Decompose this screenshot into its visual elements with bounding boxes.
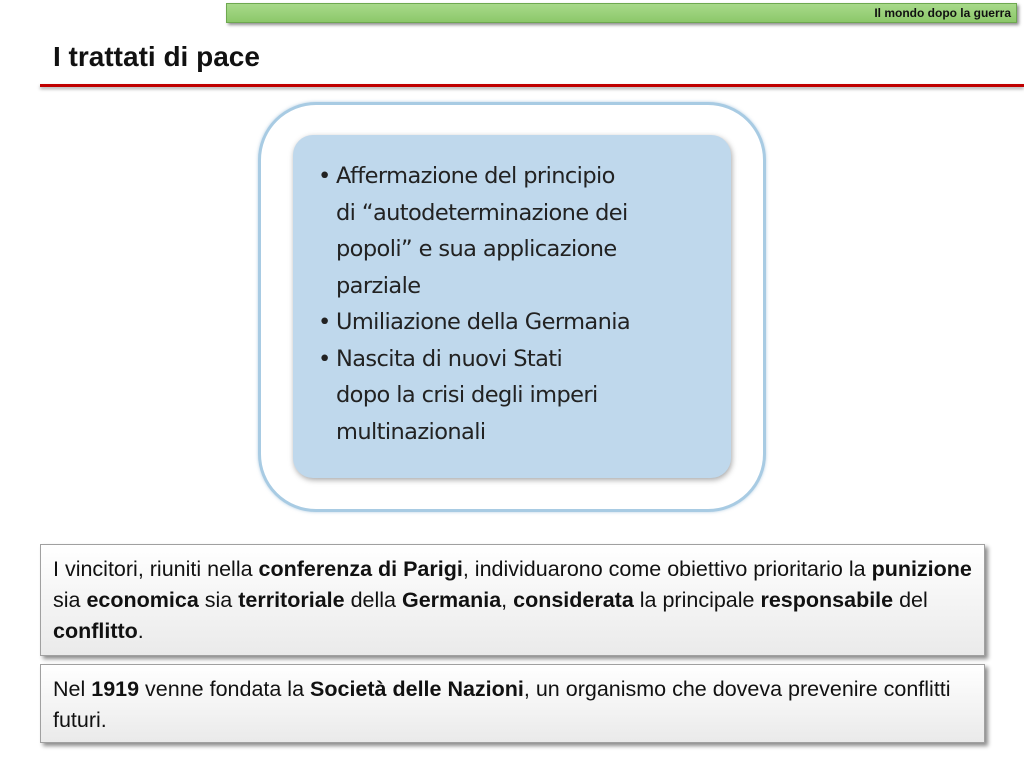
bullet-marker: •	[318, 163, 331, 189]
text-run: del	[893, 588, 928, 612]
bullet-humiliation-germany	[318, 304, 724, 341]
text-run: sia	[198, 588, 239, 612]
bullet-line: dopo la crisi degli imperi	[336, 382, 598, 408]
bold-run: considerata	[513, 588, 634, 612]
bold-run: conflitto	[53, 619, 138, 643]
title-underline	[40, 84, 1024, 87]
bullet-marker: •	[318, 345, 331, 372]
text-run: .	[137, 619, 144, 643]
bold-run: economica	[86, 588, 199, 612]
bullet-line: di “autodeterminazione dei	[336, 199, 628, 226]
bold-run: Società delle Nazioni	[310, 677, 524, 701]
text-run: , individuarono come obiettivo prioritario la	[462, 557, 872, 581]
bullet-line: multinazionali	[336, 418, 486, 445]
text-run: Nel	[53, 677, 92, 701]
bold-run: punizione	[871, 557, 972, 581]
topic-tab	[226, 3, 1017, 23]
text-run: , un organismo che doveva prevenire conflitti futuri.	[53, 677, 951, 732]
bullet-line: parziale	[336, 272, 421, 299]
bullet-line: popoli” e sua applicazione	[336, 236, 617, 262]
bullet-line: Nascita di nuovi Stati	[336, 345, 563, 372]
bold-run: 1919	[91, 677, 140, 701]
treaty-outcomes-list	[318, 158, 724, 450]
bold-run: conferenza di Parigi	[258, 557, 463, 581]
text-run: della	[344, 588, 402, 612]
bullet-marker: •	[318, 309, 331, 335]
slide-title: I trattati di pace	[53, 41, 260, 72]
text-run: la principale	[633, 588, 761, 612]
bold-run: territoriale	[238, 588, 345, 612]
topic-label: Il mondo dopo la guerra	[874, 6, 1011, 20]
text-run: venne fondata la	[139, 677, 311, 701]
text-run: sia	[53, 588, 87, 612]
league-of-nations-textbox	[40, 664, 985, 743]
bullet-line: Umiliazione della Germania	[336, 309, 631, 335]
bold-run: responsabile	[760, 588, 894, 612]
text-run: I vincitori, riuniti nella	[53, 557, 259, 581]
bullet-line: Affermazione del principio	[336, 163, 615, 189]
paris-conference-textbox	[40, 544, 985, 656]
bullet-new-states	[318, 341, 724, 451]
bold-run: Germania	[401, 588, 502, 612]
bullet-self-determination	[318, 158, 724, 304]
text-run: ,	[501, 588, 514, 612]
